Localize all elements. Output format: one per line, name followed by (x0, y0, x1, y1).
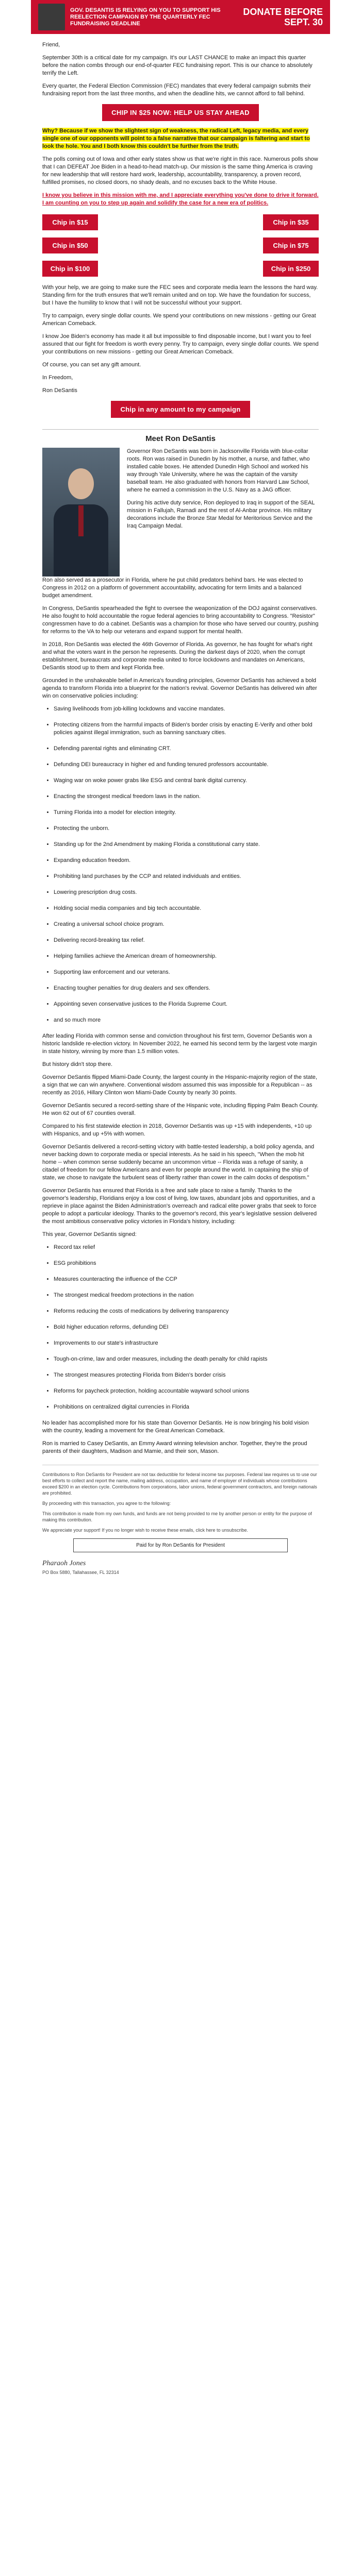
list-item: • Holding social media companies and big tech accountable. (54, 905, 319, 912)
list-item: • Defunding DEI bureaucracy in higher ed and funding tenured professors accountable. (54, 761, 319, 769)
bio-home: No leader has accomplished more for his state than Governor DeSantis. He is now bringing his bold vision with the country, leading a movement for the Great American Comeback. (42, 1420, 309, 1434)
candidate-photo (38, 4, 65, 30)
list-item: • Protecting the unborn. (54, 825, 319, 833)
bio-miami: Governor DeSantis flipped Miami-Dade County, the largest county in the Hispanic-majority region of the state, a sign that we can win anywhere. Conventional wisdom assumed this was impossible for a Republican -- as recently as 2016, Hillary Clinton won Miami-Dade County by nearly 30 points. (42, 1074, 317, 1096)
list-item: • Turning Florida into a model for election integrity. (54, 809, 319, 817)
any-amount-button[interactable]: Chip in any amount to my campaign (111, 401, 250, 418)
footer-disclosure: Contributions to Ron DeSantis for President are not tax deductible for federal income tax purposes. Federal law requires us to use our best efforts to collect and report the name, mailing address, occupation, and name of employer of individuals whose contributions exceed $200 in an election cycle. Contributions from corporations, labor unions, federal government contractors, and foreign nationals are prohibited. (42, 1472, 317, 1496)
bio-prosecutor: Ron also served as a prosecutor in Florida, where he put child predators behind bars. He was elected to Congress in 2012 on a platform of government accountability, advocating for term limits and a balanced budget amendment. (42, 577, 303, 599)
list-item: • The strongest measures protecting Florida from Biden's border crisis (54, 1371, 319, 1379)
footer-address: PO Box 5880, Tallahassee, FL 32314 (42, 1570, 119, 1575)
bio-legacy: Governor DeSantis has ensured that Florida is a free and safe place to raise a family. Thanks to the governor's leadership, Floridians enjoy a low cost of living, low taxes, abundant jobs and opportunities, and a reprieve in place against the Biden Administration's overreach and radical elite power grabs that seek to force people to adopt a particular ideology. Thanks to the governor's record, this year's legislative session delivered the most ambitious conservative policy victories in Florida's history, including: (42, 1188, 317, 1225)
portrait-tie (78, 505, 84, 536)
banner-headline: GOV. DESANTIS IS RELYING ON YOU TO SUPPORT HIS REELECTION CAMPAIGN BY THE QUARTERLY FEC FUNDRAISING DEADLINE (70, 7, 221, 27)
donate-35-button[interactable]: Chip in $35 (263, 214, 319, 230)
letter-body (31, 34, 330, 1575)
chip-in-25-button[interactable]: CHIP IN $25 NOW: HELP US STAY AHEAD (102, 104, 259, 121)
paragraph-6: With your help, we are going to make sure the FEC sees and corporate media learn the lessons the hard way. Standing firm for the truth ensures that we'll remain united and on top. We have the foundation for success, but I have the humility to know that I will not be successful without your support. (42, 284, 318, 306)
list-item: • and so much more (54, 1016, 319, 1024)
header-banner[interactable] (31, 0, 330, 34)
paragraph-4: The polls coming out of Iowa and other early states show us that we're right in this race. Numerous polls show that I can DEFEAT Joe Biden in a head-to-head match-up. Our mission is the same thing America is craving for new leadership that will restore hard work, leadership, accountability, transparency, a proven record, fulfilled promises, no closed doors, no shady deals, and no excuses back to the White House. (42, 156, 318, 185)
paragraph-8: I know Joe Biden's economy has made it all but impossible to find disposable income, but I want you to feel assured that our fight for freedom is worth every penny. Try to campaign, every single dollar counts. We spend your contributions on new missions - getting our Great American Comeback. (42, 333, 319, 355)
list-item: • Prohibitions on centralized digital currencies in Florida (54, 1403, 319, 1411)
list-item: • Delivering record-breaking tax relief. (54, 937, 319, 944)
bio-numbers: But history didn't stop there. (42, 1061, 113, 1067)
donate-100-button[interactable]: Chip in $100 (42, 261, 98, 277)
list-item: • Bold higher education reforms, defunding DEI (54, 1324, 319, 1331)
donate-row-2 (42, 238, 319, 253)
paragraph-2: Every quarter, the Federal Election Commission (FEC) mandates that every federal campaign submits their fundraising report from the last three months, and when the deadline hits, we cannot afford to fall behind. (42, 83, 311, 97)
list-item: • Measures counteracting the influence of the CCP (54, 1276, 319, 1283)
bio-flip: Governor DeSantis secured a record-setting share of the Hispanic vote, including flipping Palm Beach County. He won 62 out of 67 counties overall. (42, 1103, 319, 1116)
wins-list-1 (42, 705, 319, 1024)
bio-record: After leading Florida with common sense and conviction throughout his first term, Governor DeSantis won a historic landslide re-election victory. In November 2022, he earned his second term by the largest vote margin in state history, winning by more than 1.5 million votes. (42, 1033, 317, 1055)
list-item: • Lowering prescription drug costs. (54, 889, 319, 896)
list-item: • The strongest medical freedom protections in the nation (54, 1292, 319, 1299)
list-item: • Enacting tougher penalties for drug dealers and sex offenders. (54, 985, 319, 992)
bio-intro: Governor Ron DeSantis was born in Jacksonville Florida with blue-collar roots. Ron was raised in Dunedin by his mother, a nurse, and father, who installed cable boxes. He attended Dunedin High School and worked his way through Yale University, where he was the captain of the varsity baseball team. He also graduated with honors from Harvard Law School, where he earned a commission in the U.S. Navy as a JAG officer. (127, 448, 310, 493)
bio-stats: Compared to his first statewide election in 2018, Governor DeSantis was up +15 with independents, +10 up with Hispanics, and up +5% with women. (42, 1123, 312, 1137)
banner-cta[interactable] (243, 7, 323, 27)
greeting: Friend, (42, 42, 60, 48)
wins-list-2 (42, 1244, 319, 1411)
list-item: • Helping families achieve the American dream of homeownership. (54, 953, 319, 960)
highlight-text: Why? Because if we show the slightest sign of weakness, the radical Left, legacy media, and every single one of our opponents will point to a false narrative that our campaign is faltering and start to look the hole. You and I both know this couldn't be further from the truth. (42, 128, 310, 149)
footer-certification: This contribution is made from my own funds, and funds are not being provided to me by another person or entity for the purpose of making this contribution. (42, 1511, 312, 1522)
bio-navy: During his active duty service, Ron deployed to Iraq in support of the SEAL mission in Fallujah, Ramadi and the rest of Al-Anbar province. His military decorations include the Bronze Star Medal for Meritorious Service and the Iraq Campaign Medal. (127, 500, 315, 529)
bio-photo (42, 448, 120, 577)
list-item: • Expanding education freedom. (54, 857, 319, 865)
bio-second-term: Governor DeSantis delivered a record-setting victory with battle-tested leadership, a bold policy agenda, and never backing down to corporate media or special interests. As he said in his speech, "When the mob hit home -- when common sense suddenly became an uncommon virtue -- Florida was a refuge of sanity, a citadel of freedom for our fellow Americans and even for people around the world. In captaining the ship of state, we chose to navigate the turbulent seas of liberty rather than cower in the calm docks of despotism." (42, 1144, 315, 1181)
bio-principles: Grounded in the unshakeable belief in America's founding principles, Governor DeSantis has achieved a bold agenda to transform Florida into a blueprint for the nation's revival. Governor DeSantis has delivered win after win on conservative policies including: (42, 677, 317, 699)
paragraph-9: Of course, you can set any gift amount. (42, 362, 141, 368)
paragraph-5 (42, 192, 319, 207)
list-item: • Appointing seven conservative justices to the Florida Supreme Court. (54, 1001, 319, 1008)
bio-intro-block (42, 448, 319, 577)
list-item: • Tough-on-crime, law and order measures, including the death penalty for child rapists (54, 1355, 319, 1363)
paragraph-5-link[interactable]: I know you believe in this mission with me, and I appreciate everything you've done to drive it forward. I am counting on you to step up again and solidify the case for a new era of politics. (42, 192, 319, 206)
footer-fine-print (42, 1471, 319, 1533)
list-item: • ESG prohibitions (54, 1260, 319, 1267)
email-page (31, 0, 330, 1575)
donate-row-1 (42, 214, 319, 230)
list-item: • Reforms for paycheck protection, holding accountable wayward school unions (54, 1387, 319, 1395)
list-item: • Standing up for the 2nd Amendment by making Florida a constitutional carry state. (54, 841, 319, 849)
bio-title: Meet Ron DeSantis (42, 429, 319, 443)
bio-governor: In 2018, Ron DeSantis was elected the 46th Governor of Florida. As governor, he has fought for what's right and what the voters want in the person he represents. During the darkest days of 2020, when the corrupt establishment, bureaucrats and corporate media united to force lockdowns and mandates on Americans, DeSantis stood up to them and kept Florida free. (42, 641, 313, 671)
paragraph-7: Try to campaign, every single dollar counts. We spend your contributions on new missions - getting our Great American Comeback. (42, 313, 316, 327)
footer-unsubscribe[interactable]: We appreciate your support! If you no longer wish to receive these emails, click here to unsubscribe. (42, 1528, 249, 1533)
banner-cta-line2: SEPT. 30 (284, 17, 323, 27)
sign-off: In Freedom, (42, 375, 73, 381)
footer-agreement: By proceeding with this transaction, you agree to the following: (42, 1501, 171, 1506)
list-item: • Creating a universal school choice program. (54, 921, 319, 928)
list-item: • Prohibiting land purchases by the CCP and related individuals and entities. (54, 873, 319, 880)
donate-75-button[interactable]: Chip in $75 (263, 238, 319, 253)
list-item: • Defending parental rights and eliminating CRT. (54, 745, 319, 753)
bio-session-label: This year, Governor DeSantis signed: (42, 1231, 137, 1238)
portrait-head (68, 468, 94, 499)
list-item: • Improvements to our state's infrastructure (54, 1340, 319, 1347)
paid-for-box: Paid for by Ron DeSantis for President (73, 1538, 288, 1552)
donate-row-3 (42, 261, 319, 277)
footer-logo: Pharaoh Jones (42, 1560, 86, 1567)
list-item: • Supporting law enforcement and our veterans. (54, 969, 319, 976)
list-item: • Record tax relief (54, 1244, 319, 1251)
list-item: • Waging war on woke power grabs like ESG and central bank digital currency. (54, 777, 319, 785)
donate-15-button[interactable]: Chip in $15 (42, 214, 98, 230)
list-item: • Saving livelihoods from job-killing lockdowns and vaccine mandates. (54, 705, 319, 713)
list-item: • Reforms reducing the costs of medications by delivering transparency (54, 1308, 319, 1315)
donate-250-button[interactable]: Chip in $250 (263, 261, 319, 277)
bio-family: Ron is married to Casey DeSantis, an Emmy Award winning television anchor. Together, they're the proud parents of their daughters, Madison and Mamie, and their son, Mason. (42, 1440, 307, 1454)
paragraph-3 (42, 127, 319, 150)
list-item: • Enacting the strongest medical freedom laws in the nation. (54, 793, 319, 801)
banner-cta-line1: DONATE BEFORE (243, 7, 323, 17)
paragraph-1: September 30th is a critical date for my campaign. It's our LAST CHANCE to make an impact this quarter before the nation combs through our end-of-quarter FEC fundraising report. This is our chance to absolutely terrify the Left. (42, 55, 313, 76)
bio-congress: In Congress, DeSantis spearheaded the fight to oversee the weaponization of the DOJ against conservatives. He also fought to hold accountable the rogue federal agencies to bring accountability to Congress. "Resistor" congressmen have to do a cabinet. DeSantis was a champion for those who have served our country, pushing for reforms to the VA to help our veterans and expand support for mental health. (42, 605, 319, 635)
donate-50-button[interactable]: Chip in $50 (42, 238, 98, 253)
signature: Ron DeSantis (42, 387, 77, 394)
list-item: • Protecting citizens from the harmful impacts of Biden's border crisis by enacting E-Verify and other bold policies against illegal immigration, such as banning sanctuary cities. (54, 721, 319, 737)
